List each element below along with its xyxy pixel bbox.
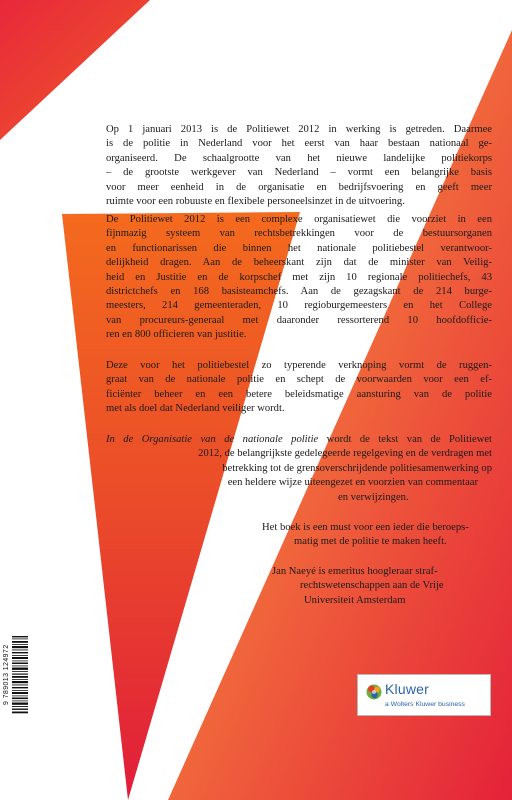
- paragraph-1: Op 1 januari 2013 is de Politiewet 2012 in werking is getreden. Daarmee is de politie in Nederland voor het eerst van haar bestaan nationaal ge- organiseerd. De schaalgrootte van het nieuwe landelijke politiekorps – de grootste werkgever van Nederland – vormt een belangrijke basis voor meer eenheid in de organisatie en bedrijfsvoering en geeft meer ruimte voor een robuuste en flexibele personeelsinzet in de uitvoering.: [106, 124, 492, 208]
- publisher-logo: [357, 674, 491, 716]
- paragraph-3: Deze voor het politiebestel zo typerende verknoping vormt de ruggen- graat van de nationale politie en schept de voorwaarden voor een ef- ficiënter beheer en een betere beleidsmatige aansturing van de politie met als doel dat Nederland veiliger wordt.: [106, 360, 492, 415]
- publisher-tagline: a Wolters Kluwer business: [385, 701, 465, 708]
- author-bio: Jan Naeyé is emeritus hoogleraar straf- rechtswetenschappen aan de Vrije Universiteit Amsterdam: [272, 566, 444, 606]
- barcode-digits: 9 789013 124972: [3, 644, 10, 706]
- book-title: In de Organisatie van de nationale politie: [106, 434, 319, 445]
- paragraph-4: In de Organisatie van de nationale politie wordt de tekst van de Politiewet 2012, de belangrijkste gedelegeerde regelgeving en de verdragen met betrekking tot de grensoverschrijdende politiesamenwerking op een heldere wijze uiteengezet en voorzien van commentaar en verwijzingen.: [106, 434, 492, 503]
- kluwer-globe-icon: [366, 684, 382, 700]
- top-left-triangle: [0, 0, 150, 140]
- publisher-name: Kluwer: [385, 681, 429, 697]
- paragraph-2: De Politiewet 2012 is een complexe organisatiewet die voorziet in een fijnmazig systeem van rechtsbetrekkingen voor de bestuursorganen en functionarissen die binnen het nationale politiebestel verantwoor- delijkheid dragen. Aan de beheerskant zijn dat de minister van Veilig- heid en Justitie en de korpschef met zijn 10 regionale politiechefs, 43 districtchefs en 168 basisteamchefs. Aan de gezagskant de 214 burge- meesters, 214 gemeenteraden, 10 regioburgemeesters en het College van procureurs-generaal met daaronder ressorterend 10 hoofdofficie- ren en 800 officieren van justitie.: [106, 214, 492, 341]
- paragraph-5: Het boek is een must voor een ieder die beroeps- matig met de politie te maken heeft.: [262, 522, 469, 548]
